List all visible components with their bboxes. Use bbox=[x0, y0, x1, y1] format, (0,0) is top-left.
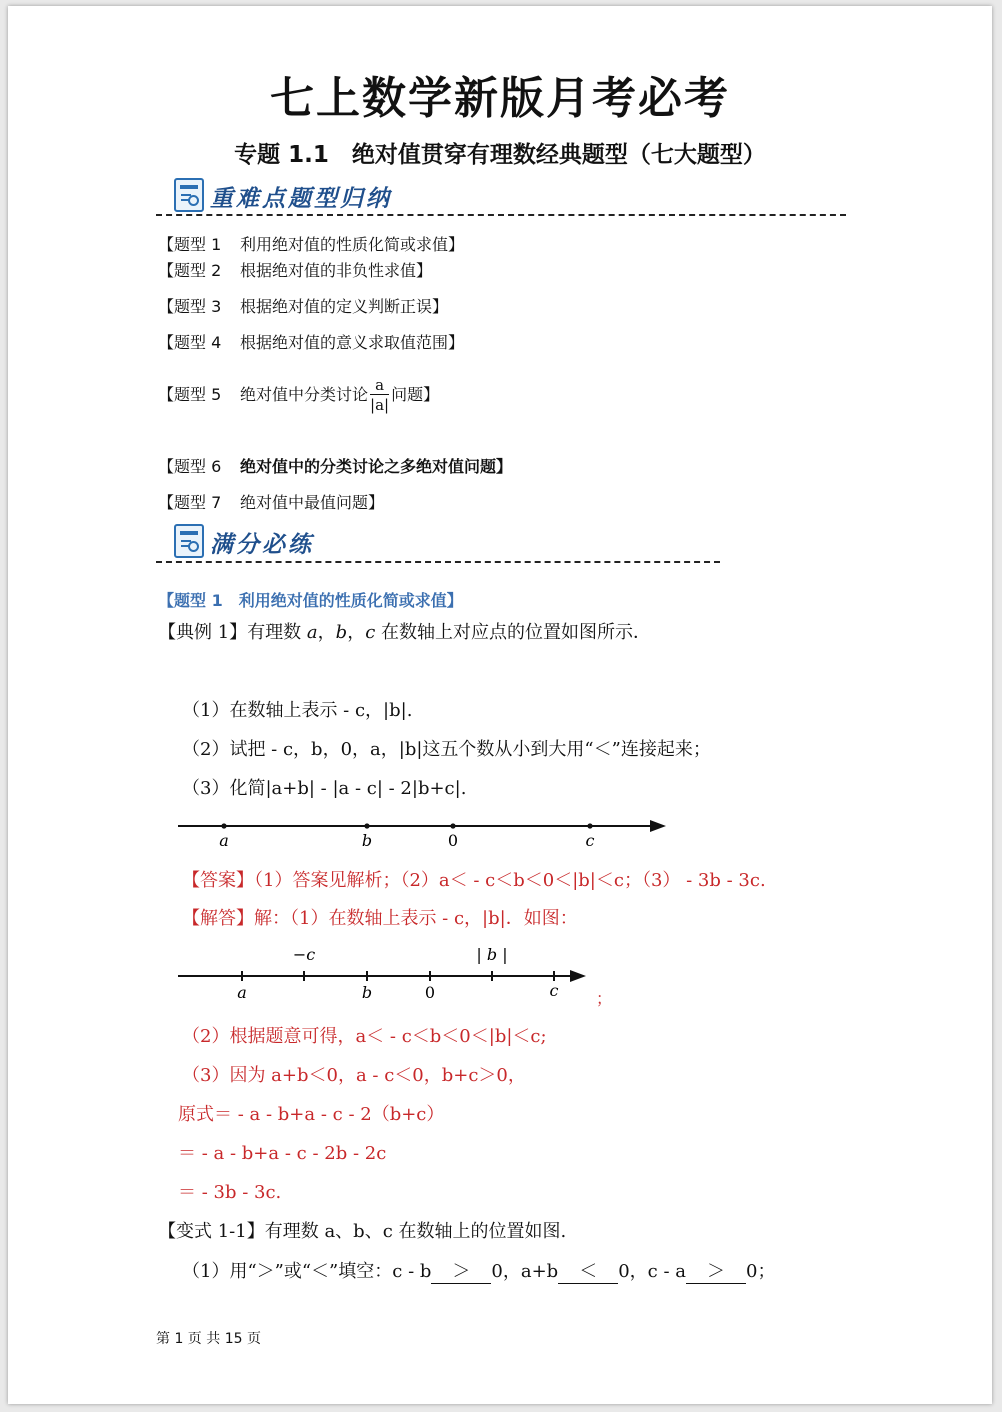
step-3: 原式＝ - a - b+a - c - 2（b+c） bbox=[178, 1104, 445, 1125]
type-item-3: 【题型 3 根据绝对值的定义判断正误】 bbox=[158, 297, 449, 316]
type1-heading: 【题型 1 利用绝对值的性质化简或求值】 bbox=[158, 591, 463, 610]
axis-label-abs-b: | b | bbox=[476, 945, 508, 964]
type-item-2: 【题型 2 根据绝对值的非负性求值】 bbox=[158, 261, 433, 280]
answer-blank-2[interactable]: ＜ bbox=[558, 1257, 618, 1284]
axis-label-a: a bbox=[219, 831, 229, 850]
example-statement: 【典例 1】有理数 a，b，c 在数轴上对应点的位置如图所示． bbox=[158, 622, 652, 643]
answer-blank-3[interactable]: ＞ bbox=[686, 1257, 746, 1284]
question-1: （1）在数轴上表示 - c，|b|. bbox=[182, 700, 413, 721]
answer-blank-1[interactable]: ＞ bbox=[431, 1257, 491, 1284]
axis-label-a: a bbox=[237, 983, 247, 1002]
main-title: 七上数学新版月考必考 bbox=[270, 73, 730, 124]
variant-statement: 【变式 1-1】有理数 a、b、c 在数轴上的位置如图. bbox=[158, 1221, 567, 1242]
arrow-head-icon bbox=[570, 970, 586, 982]
variant-question-1: （1）用“＞”或“＜”填空：c - b ＞ 0，a+b ＜ 0，c - a ＞ 0； bbox=[182, 1257, 775, 1284]
section-heading-text: 重难点题型归纳 bbox=[210, 185, 392, 212]
type-item-7: 【题型 7 绝对值中最值问题】 bbox=[158, 493, 385, 512]
document-icon bbox=[174, 524, 204, 558]
question-3: （3）化简|a+b| - |a - c| - 2|b+c|. bbox=[182, 778, 467, 799]
type-item-4: 【题型 4 根据绝对值的意义求取值范围】 bbox=[158, 333, 465, 352]
document-icon bbox=[174, 178, 204, 212]
section-heading-text: 满分必练 bbox=[210, 531, 314, 558]
divider bbox=[156, 561, 720, 563]
axis-label-neg-c: −c bbox=[292, 945, 316, 964]
step-1: （2）根据题意可得，a＜ - c＜b＜0＜|b|＜c; bbox=[182, 1026, 547, 1047]
number-line-1 bbox=[168, 810, 688, 854]
page-footer: 第 1 页 共 15 页 bbox=[156, 1331, 261, 1347]
type-item-5: 【题型 5 绝对值中分类讨论 $\frac{a}{|a|}$ 问题】 bbox=[158, 376, 440, 414]
subtitle: 专题 1.1 绝对值贯穿有理数经典题型（七大题型） bbox=[234, 142, 766, 168]
type-item-6: 【题型 6 绝对值中的分类讨论之多绝对值问题】 bbox=[158, 457, 513, 476]
step-4: ＝ - a - b+a - c - 2b - 2c bbox=[178, 1143, 387, 1164]
step-2: （3）因为 a+b＜0，a - c＜0，b+c＞0， bbox=[182, 1065, 526, 1086]
axis-label-0: 0 bbox=[424, 983, 436, 1002]
type-item-1: 【题型 1 利用绝对值的性质化简或求值】 bbox=[158, 235, 465, 254]
step-5: ＝ - 3b - 3c. bbox=[178, 1182, 282, 1203]
axis-label-0: 0 bbox=[447, 831, 459, 850]
fraction: $\frac{a}{|a|}$ bbox=[370, 376, 390, 414]
arrow-head-icon bbox=[650, 820, 666, 832]
axis-label-b: b bbox=[361, 831, 373, 850]
axis-tail: ； bbox=[596, 989, 613, 1008]
answer-line: 【答案】（1）答案见解析；（2）a＜ - c＜b＜0＜|b|＜c；（3） - 3b - 3c. bbox=[182, 870, 766, 891]
document-page bbox=[8, 6, 992, 1404]
number-line-2 bbox=[168, 938, 628, 1010]
axis-label-c: c bbox=[585, 831, 595, 850]
axis-label-b: b bbox=[361, 983, 373, 1002]
solution-line: 【解答】解：（1）在数轴上表示 - c，|b|．如图： bbox=[182, 908, 578, 929]
divider bbox=[156, 214, 846, 216]
question-2: （2）试把 - c，b，0，a，|b|这五个数从小到大用“＜”连接起来； bbox=[182, 739, 711, 760]
axis-label-c: c bbox=[549, 981, 559, 1000]
